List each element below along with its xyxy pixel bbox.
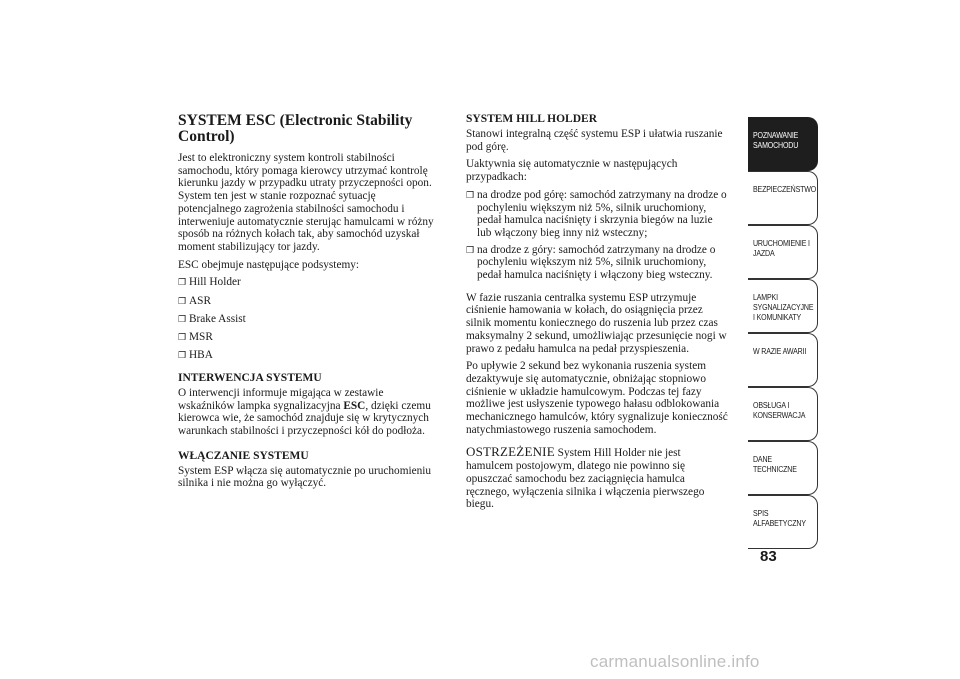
enable-heading: WŁĄCZANIE SYSTEMU <box>178 449 309 462</box>
right-column <box>466 113 728 516</box>
checkbox-bullet-icon: ❒ <box>178 331 187 342</box>
esc-title: SYSTEM ESC (Electronic Stability Control) <box>178 112 413 145</box>
watermark: carmanualsonline.info <box>590 652 760 671</box>
page-number: 83 <box>760 548 777 565</box>
list-item: ❒ na drodze z góry: samochód zatrzymany na drodze o pochyleniu większym niż 5%, silnik uruchomiony, pedał hamulca naciśnięty i włączony bieg wsteczny. <box>466 243 716 282</box>
checkbox-bullet-icon: ❒ <box>466 244 475 255</box>
checkbox-bullet-icon: ❒ <box>466 189 475 200</box>
tab-label: SPIS ALFABETYCZNY <box>753 508 806 528</box>
tab-bezpieczenstwo[interactable] <box>748 171 818 225</box>
tab-label: OBSŁUGA I KONSERWACJA <box>753 400 806 420</box>
list-item: ❒ Hill Holder <box>178 276 241 289</box>
tab-label: BEZPIECZEŃSTWO <box>753 184 817 194</box>
intervention-heading: INTERWENCJA SYSTEMU <box>178 371 322 384</box>
tab-poznawanie-samochodu[interactable] <box>748 117 818 171</box>
subsystems-intro: ESC obejmuje następujące podsystemy: <box>178 258 360 271</box>
list-item: ❒ ASR <box>178 294 211 307</box>
checkbox-bullet-icon: ❒ <box>178 313 187 324</box>
cases-list <box>466 189 728 282</box>
hill-holder-p4: Po upływie 2 sekund bez wykonania ruszenia system dezaktywuje się automatycznie, obniżając stopniowo ciśnienie w układzie hamulcowym. Podczas tej fazy możliwe jest usłyszenie typowego hałasu odblokowania mechanicznego hamulców, który sygnalizuje konieczność natychmiastowego ruszenia samochodem. <box>466 360 728 436</box>
tab-label: POZNAWANIE SAMOCHODU <box>753 130 799 150</box>
tab-lampki-sygnalizacyjne[interactable] <box>748 279 818 333</box>
hill-holder-heading: SYSTEM HILL HOLDER <box>466 113 598 125</box>
enable-text: System ESP włącza się automatycznie po uruchomieniu silnika i nie można go wyłączyć. <box>178 464 432 490</box>
tab-w-razie-awarii[interactable] <box>748 333 818 387</box>
list-item: ❒ na drodze pod górę: samochód zatrzymany na drodze o pochyleniu większym niż 5%, silnik uruchomiony, pedał hamulca naciśnięty i skrzynia biegów na luzie lub włączony bieg inny niż wsteczny; <box>466 188 727 239</box>
tab-uruchomienie-i-jazda[interactable] <box>748 225 818 279</box>
chapter-tabs <box>748 117 818 549</box>
tab-label: URUCHOMIENIE I JAZDA <box>753 238 810 258</box>
warning-label: OSTRZEŻENIE <box>466 444 555 460</box>
checkbox-bullet-icon: ❒ <box>178 277 187 288</box>
tab-label: W RAZIE AWARII <box>753 346 807 356</box>
hill-holder-p3: W fazie ruszania centralka systemu ESP utrzymuje ciśnienie hamowania w kołach, do osiągnięcia przez silnik momentu koniecznego do ruszenia lub przez czas maksymalny 2 sekund, umożliwiając przesunięcie nogi w prawo z pedału hamulca na pedał przyspieszenia. <box>466 291 727 355</box>
tab-spis-alfabetyczny[interactable] <box>748 495 818 549</box>
checkbox-bullet-icon: ❒ <box>178 295 187 306</box>
left-column <box>178 113 440 495</box>
list-item: ❒ HBA <box>178 349 213 362</box>
tab-label: LAMPKI SYGNALIZACYJNE I KOMUNIKATY <box>753 292 814 322</box>
hill-holder-p2: Uaktywnia się automatycznie w następujących przypadkach: <box>466 158 678 184</box>
hill-holder-p1: Stanowi integralną część systemu ESP i ułatwia ruszanie pod górę. <box>466 128 723 153</box>
tab-dane-techniczne[interactable] <box>748 441 818 495</box>
list-item: ❒ Brake Assist <box>178 312 246 325</box>
warning-paragraph: OSTRZEŻENIE System Hill Holder nie jest hamulcem postojowym, dlatego nie powinno się opuszczać samochodu bez zaciągnięcia hamulca ręcznego, wyłączenia silnika i włączenia pierwszego biegu. <box>466 444 705 511</box>
list-item: ❒ MSR <box>178 330 213 343</box>
esc-intro: Jest to elektroniczny system kontroli stabilności samochodu, który pomaga kierowcy utrzymać kontrolę kierunku jazdy w przypadku utraty przyczepności opon. System ten jest w stanie rozpoznać sytuację potencjalnego zagrożenia stabilności samochodu i interweniuje automatycznie sterując hamulcami w różny sposób na różnych kołach tak, aby samochód uzyskał moment stabilizujący tor jazdy. <box>178 152 434 253</box>
intervention-text: O interwencji informuje migająca w zestawie wskaźników lampka sygnalizacyjna ESC, dzięki czemu kierowca wie, że samochód znajduje się w krytycznych warunkach stabilności i przyczepności kół do podłoża. <box>178 386 431 437</box>
tab-obsluga-i-konserwacja[interactable] <box>748 387 818 441</box>
subsystems-list <box>178 276 440 362</box>
checkbox-bullet-icon: ❒ <box>178 350 187 361</box>
tab-label: DANE TECHNICZNE <box>753 454 797 474</box>
